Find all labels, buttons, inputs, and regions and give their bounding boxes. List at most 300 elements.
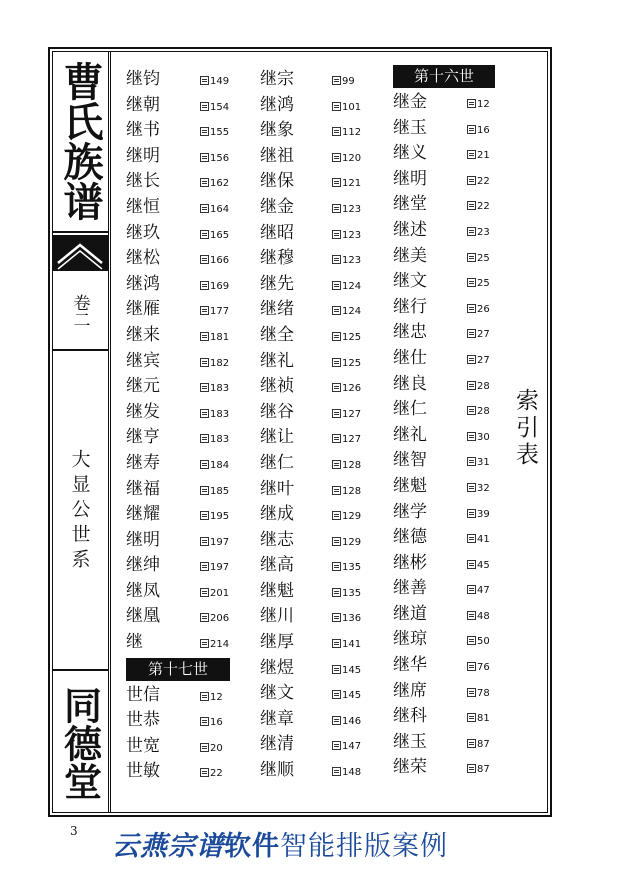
page-icon: [332, 639, 341, 648]
page-icon: [467, 176, 476, 185]
page-reference: [200, 299, 229, 325]
page-reference: [467, 604, 490, 630]
member-name: 继金: [260, 196, 294, 217]
index-entry: [393, 346, 503, 372]
member-name: 继金: [393, 92, 427, 112]
generation-header: 第十七世: [126, 658, 230, 681]
index-entry: [126, 144, 236, 170]
page-icon: [332, 358, 341, 367]
page-icon: [467, 355, 476, 364]
member-name: 继厚: [260, 632, 294, 653]
page-number-ref: 28: [477, 380, 490, 392]
page-icon: [332, 613, 341, 622]
page-reference: [200, 146, 229, 172]
page-number-ref: 16: [210, 717, 223, 729]
page-icon: [200, 383, 209, 392]
member-name: 继叶: [260, 478, 294, 499]
page-reference: [332, 683, 361, 709]
page-number-ref: 25: [477, 278, 490, 290]
page-reference: [467, 476, 490, 502]
member-name: 继祖: [260, 145, 294, 166]
page-reference: [332, 709, 361, 735]
index-entry: [126, 93, 236, 119]
member-name: 世敏: [126, 761, 160, 782]
page-number-ref: 145: [342, 664, 362, 676]
page-number-ref: 22: [477, 175, 490, 187]
member-name: 继明: [393, 168, 427, 189]
member-name: 继顺: [260, 760, 294, 781]
page-icon: [332, 230, 341, 239]
page-icon: [200, 692, 209, 701]
page-number-ref: 183: [210, 408, 230, 420]
index-entry: [260, 169, 370, 195]
index-entry: [126, 553, 236, 579]
index-entry: [393, 141, 503, 167]
footer-rest: 智能排版案例: [280, 831, 448, 862]
page-reference: [332, 351, 361, 377]
member-name: 继昭: [260, 222, 294, 243]
member-name: 继魁: [260, 580, 294, 601]
index-entry: [126, 683, 236, 709]
page-icon: [200, 178, 209, 187]
page-icon: [200, 255, 209, 264]
page-number-ref: 197: [210, 536, 230, 548]
page-reference: [332, 530, 361, 556]
page-number-ref: 129: [342, 511, 362, 523]
page-number-ref: 197: [210, 562, 230, 574]
index-entry: [260, 630, 370, 656]
page-reference: [467, 374, 490, 400]
index-entry: [126, 374, 236, 400]
index-entry: [260, 349, 370, 375]
page-icon: [200, 153, 209, 162]
page-reference: [332, 658, 361, 684]
index-entry: [260, 477, 370, 503]
page-icon: [467, 457, 476, 466]
genealogy-title: 曹氏族谱: [52, 51, 108, 233]
member-name: 继彬: [393, 552, 427, 573]
member-name: 继仁: [393, 399, 427, 420]
page-number-ref: 23: [477, 226, 490, 238]
index-entry: [126, 400, 236, 426]
page-number-ref: 125: [342, 357, 362, 369]
page-reference: [467, 92, 490, 118]
chevron-up-icon: [52, 235, 108, 271]
page-number-ref: 214: [210, 639, 230, 651]
index-entry: [260, 579, 370, 605]
page-reference: [200, 479, 229, 505]
branch-label: 大显公世系: [52, 353, 108, 671]
page-reference: [467, 322, 490, 348]
member-name: 继文: [260, 683, 294, 704]
member-name: 继德: [393, 527, 427, 548]
page-number-ref: 28: [477, 406, 490, 418]
page-icon: [332, 281, 341, 290]
index-entry: [393, 320, 503, 346]
page-reference: [467, 169, 490, 195]
index-column-1: [126, 67, 236, 785]
index-entry: [393, 474, 503, 500]
index-entry: [126, 579, 236, 605]
page-icon: [332, 332, 341, 341]
page-icon: [332, 665, 341, 674]
page-icon: [467, 381, 476, 390]
member-name: 世恭: [126, 710, 160, 731]
index-entry: [260, 681, 370, 707]
member-name: 继义: [393, 143, 427, 164]
page-number-ref: 147: [342, 741, 362, 753]
page-reference: [200, 427, 229, 453]
member-name: 继书: [126, 120, 160, 141]
member-name: 继鸿: [260, 94, 294, 115]
page-number-ref: 165: [210, 229, 230, 241]
member-name: 继荣: [393, 757, 427, 778]
page-icon: [467, 278, 476, 287]
index-entry: [126, 759, 236, 785]
page-number-ref: 123: [342, 229, 362, 241]
index-entry: [260, 451, 370, 477]
page-reference: [332, 69, 355, 95]
page-reference: [332, 146, 361, 172]
index-entry: [126, 67, 236, 93]
page-number-ref: 31: [477, 457, 490, 469]
page-number-ref: 182: [210, 357, 230, 369]
page-number-ref: 145: [342, 690, 362, 702]
index-entry: [126, 477, 236, 503]
page-reference: [200, 504, 229, 530]
member-name: 继善: [393, 578, 427, 599]
index-entry: [126, 708, 236, 734]
member-name: 继章: [260, 708, 294, 729]
page-icon: [332, 153, 341, 162]
member-name: 继高: [260, 555, 294, 576]
page-reference: [200, 736, 223, 762]
page-number-ref: 169: [210, 280, 230, 292]
index-entry: [260, 758, 370, 784]
page-reference: [200, 606, 229, 632]
member-name: 继全: [260, 324, 294, 345]
index-entry: [260, 400, 370, 426]
page-reference: [332, 248, 361, 274]
page-icon: [200, 639, 209, 648]
page-reference: [200, 555, 229, 581]
member-name: 世宽: [126, 735, 160, 756]
index-entry: [126, 297, 236, 323]
index-entry: [393, 551, 503, 577]
index-entry: [260, 502, 370, 528]
page-icon: [467, 662, 476, 671]
page-number-ref: 76: [477, 662, 490, 674]
volume-label: 卷二: [52, 273, 108, 351]
index-entry: [260, 246, 370, 272]
page-reference: [467, 194, 490, 220]
index-entry: [126, 604, 236, 630]
sidebar: [52, 51, 111, 813]
page-number-ref: 112: [342, 127, 362, 139]
page-reference: [332, 299, 361, 325]
page-number-ref: 154: [210, 101, 230, 113]
page-reference: [200, 376, 229, 402]
page-icon: [467, 688, 476, 697]
member-name: 继元: [126, 376, 160, 397]
member-name: 继凤: [126, 580, 160, 601]
member-name: 继行: [393, 296, 427, 317]
page-number-ref: 101: [342, 101, 362, 113]
page-reference: [200, 402, 229, 428]
page-reference: [467, 220, 490, 246]
member-name: 继绪: [260, 299, 294, 320]
page-number-ref: 99: [342, 76, 355, 87]
index-entry: [393, 90, 503, 116]
page-reference: [200, 530, 229, 556]
page-icon: [467, 201, 476, 210]
page-icon: [332, 76, 341, 85]
page-icon: [200, 306, 209, 315]
member-name: 继象: [260, 120, 294, 141]
member-name: 继寿: [126, 452, 160, 473]
index-entry: [126, 349, 236, 375]
page-number-ref: 184: [210, 459, 230, 471]
index-entry: [393, 448, 503, 474]
page-reference: [200, 710, 223, 736]
index-entry: [393, 218, 503, 244]
page-reference: [332, 120, 361, 146]
member-name: 继礼: [260, 350, 294, 371]
index-entry: [260, 118, 370, 144]
index-column-3: [393, 63, 503, 781]
member-name: 继发: [126, 401, 160, 422]
index-entry: [260, 425, 370, 451]
page-icon: [467, 483, 476, 492]
page-number-ref: 195: [210, 511, 230, 523]
page-icon: [200, 102, 209, 111]
page-reference: [332, 274, 361, 300]
index-entry: [260, 323, 370, 349]
page-number-ref: 141: [342, 639, 362, 651]
page-number-ref: 120: [342, 152, 362, 164]
page-reference: [467, 629, 490, 655]
page-number-ref: 41: [477, 534, 490, 546]
member-name: 继长: [126, 171, 160, 192]
page-reference: [200, 171, 229, 197]
index-entry: [393, 295, 503, 321]
index-entry: [260, 93, 370, 119]
page-icon: [200, 717, 209, 726]
index-entry: [260, 195, 370, 221]
index-entry: [260, 374, 370, 400]
index-entry: [393, 116, 503, 142]
index-entry: [126, 323, 236, 349]
page-icon: [332, 741, 341, 750]
member-name: 继美: [393, 245, 427, 266]
page-icon: [332, 690, 341, 699]
member-name: 继煜: [260, 657, 294, 678]
page-number-ref: 123: [342, 203, 362, 215]
member-name: 继科: [393, 706, 427, 727]
page-icon: [332, 537, 341, 546]
page-reference: [467, 425, 490, 451]
member-name: 继保: [260, 171, 294, 192]
footer-brand: 软件: [224, 831, 280, 862]
page-number-ref: 128: [342, 459, 362, 471]
page-number-ref: 25: [477, 252, 490, 264]
page-reference: [332, 555, 361, 581]
index-entry: [126, 195, 236, 221]
page-icon: [332, 255, 341, 264]
page-number-ref: 12: [477, 99, 490, 110]
page-reference: [332, 606, 361, 632]
index-entry: [126, 528, 236, 554]
member-name: 继钧: [126, 69, 160, 89]
page-number-ref: 30: [477, 431, 490, 443]
index-entry: [393, 500, 503, 526]
index-entry: [260, 553, 370, 579]
member-name: 继玉: [393, 117, 427, 138]
page-number-ref: 78: [477, 687, 490, 699]
member-name: 继凰: [126, 606, 160, 627]
page-number-ref: 201: [210, 587, 230, 599]
page-reference: [200, 761, 223, 787]
index-entry: [260, 732, 370, 758]
page-number-ref: 166: [210, 255, 230, 267]
index-entry: [393, 704, 503, 730]
page-icon: [200, 511, 209, 520]
page-reference: [467, 271, 490, 297]
index-entry: [126, 425, 236, 451]
member-name: 继让: [260, 427, 294, 448]
member-name: 继席: [393, 680, 427, 701]
page-reference: [332, 504, 361, 530]
page-icon: [332, 383, 341, 392]
member-name: 继礼: [393, 424, 427, 445]
page-reference: [332, 453, 361, 479]
page-reference: [200, 685, 223, 711]
page-reference: [467, 143, 490, 169]
member-name: 继道: [393, 603, 427, 624]
index-entry: [260, 707, 370, 733]
page-number-ref: 162: [210, 178, 230, 190]
page-icon: [200, 486, 209, 495]
page-reference: [332, 760, 361, 786]
page-reference: [467, 553, 490, 579]
page-icon: [200, 588, 209, 597]
page-icon: [200, 613, 209, 622]
page-icon: [200, 230, 209, 239]
page-icon: [467, 636, 476, 645]
page-reference: [200, 197, 229, 223]
index-entry: [393, 679, 503, 705]
member-name: 继述: [393, 219, 427, 240]
member-name: 继华: [393, 655, 427, 676]
page-icon: [332, 102, 341, 111]
page-number-ref: 32: [477, 482, 490, 494]
member-name: 世信: [126, 684, 160, 705]
page-icon: [332, 178, 341, 187]
page-reference: [467, 118, 490, 144]
member-name: 继恒: [126, 196, 160, 217]
page-icon: [467, 713, 476, 722]
page-reference: [332, 171, 361, 197]
page-icon: [467, 534, 476, 543]
page-icon: [200, 76, 209, 85]
page-reference: [467, 655, 490, 681]
page-icon: [467, 406, 476, 415]
member-name: 继魁: [393, 475, 427, 496]
index-entry: [393, 627, 503, 653]
page-reference: [332, 376, 361, 402]
index-table-label: 索引表: [512, 388, 538, 469]
page-number-ref: 123: [342, 255, 362, 267]
page-number-ref: 16: [477, 124, 490, 136]
page-number-ref: 146: [342, 715, 362, 727]
page-number-ref: 149: [210, 76, 230, 87]
member-name: 继来: [126, 324, 160, 345]
member-name: 继志: [260, 529, 294, 550]
index-entry: [260, 272, 370, 298]
page-icon: [332, 204, 341, 213]
index-entry: [393, 602, 503, 628]
page-number-ref: 128: [342, 485, 362, 497]
member-name: 继穆: [260, 248, 294, 269]
page-reference: [200, 274, 229, 300]
page-reference: [467, 706, 490, 732]
index-entry: [260, 67, 370, 93]
index-entry: [126, 451, 236, 477]
member-name: 继先: [260, 273, 294, 294]
member-name: 继成: [260, 504, 294, 525]
page-icon: [332, 306, 341, 315]
page-number-ref: 48: [477, 610, 490, 622]
page-icon: [467, 764, 476, 773]
page-number-ref: 183: [210, 434, 230, 446]
page-icon: [200, 409, 209, 418]
page-icon: [200, 537, 209, 546]
member-name: 继: [126, 632, 143, 653]
index-entry: [393, 397, 503, 423]
page-icon: [467, 560, 476, 569]
page-reference: [200, 632, 229, 658]
index-entry: [126, 734, 236, 760]
page-reference: [467, 502, 490, 528]
page-number-ref: 127: [342, 408, 362, 420]
page-icon: [332, 486, 341, 495]
page-reference: [332, 427, 361, 453]
index-entry: [260, 528, 370, 554]
page-icon: [200, 434, 209, 443]
page-number-ref: 177: [210, 306, 230, 318]
page-reference: [200, 248, 229, 274]
index-entry: [393, 423, 503, 449]
page-icon: [332, 409, 341, 418]
page-icon: [467, 304, 476, 313]
generation-header: 第十六世: [393, 65, 495, 88]
page-number-ref: 135: [342, 562, 362, 574]
page-number-ref: 181: [210, 331, 230, 343]
page-icon: [332, 460, 341, 469]
page-icon: [467, 509, 476, 518]
page-number-ref: 206: [210, 613, 230, 625]
page-reference: [200, 581, 229, 607]
page-reference: [467, 732, 490, 758]
page-number-ref: 26: [477, 303, 490, 315]
page-reference: [200, 69, 229, 95]
page-icon: [467, 99, 476, 108]
page-number-ref: 27: [477, 354, 490, 366]
page-icon: [200, 358, 209, 367]
page-reference: [332, 95, 361, 121]
page-number-ref: 124: [342, 280, 362, 292]
page-number-ref: 27: [477, 329, 490, 341]
